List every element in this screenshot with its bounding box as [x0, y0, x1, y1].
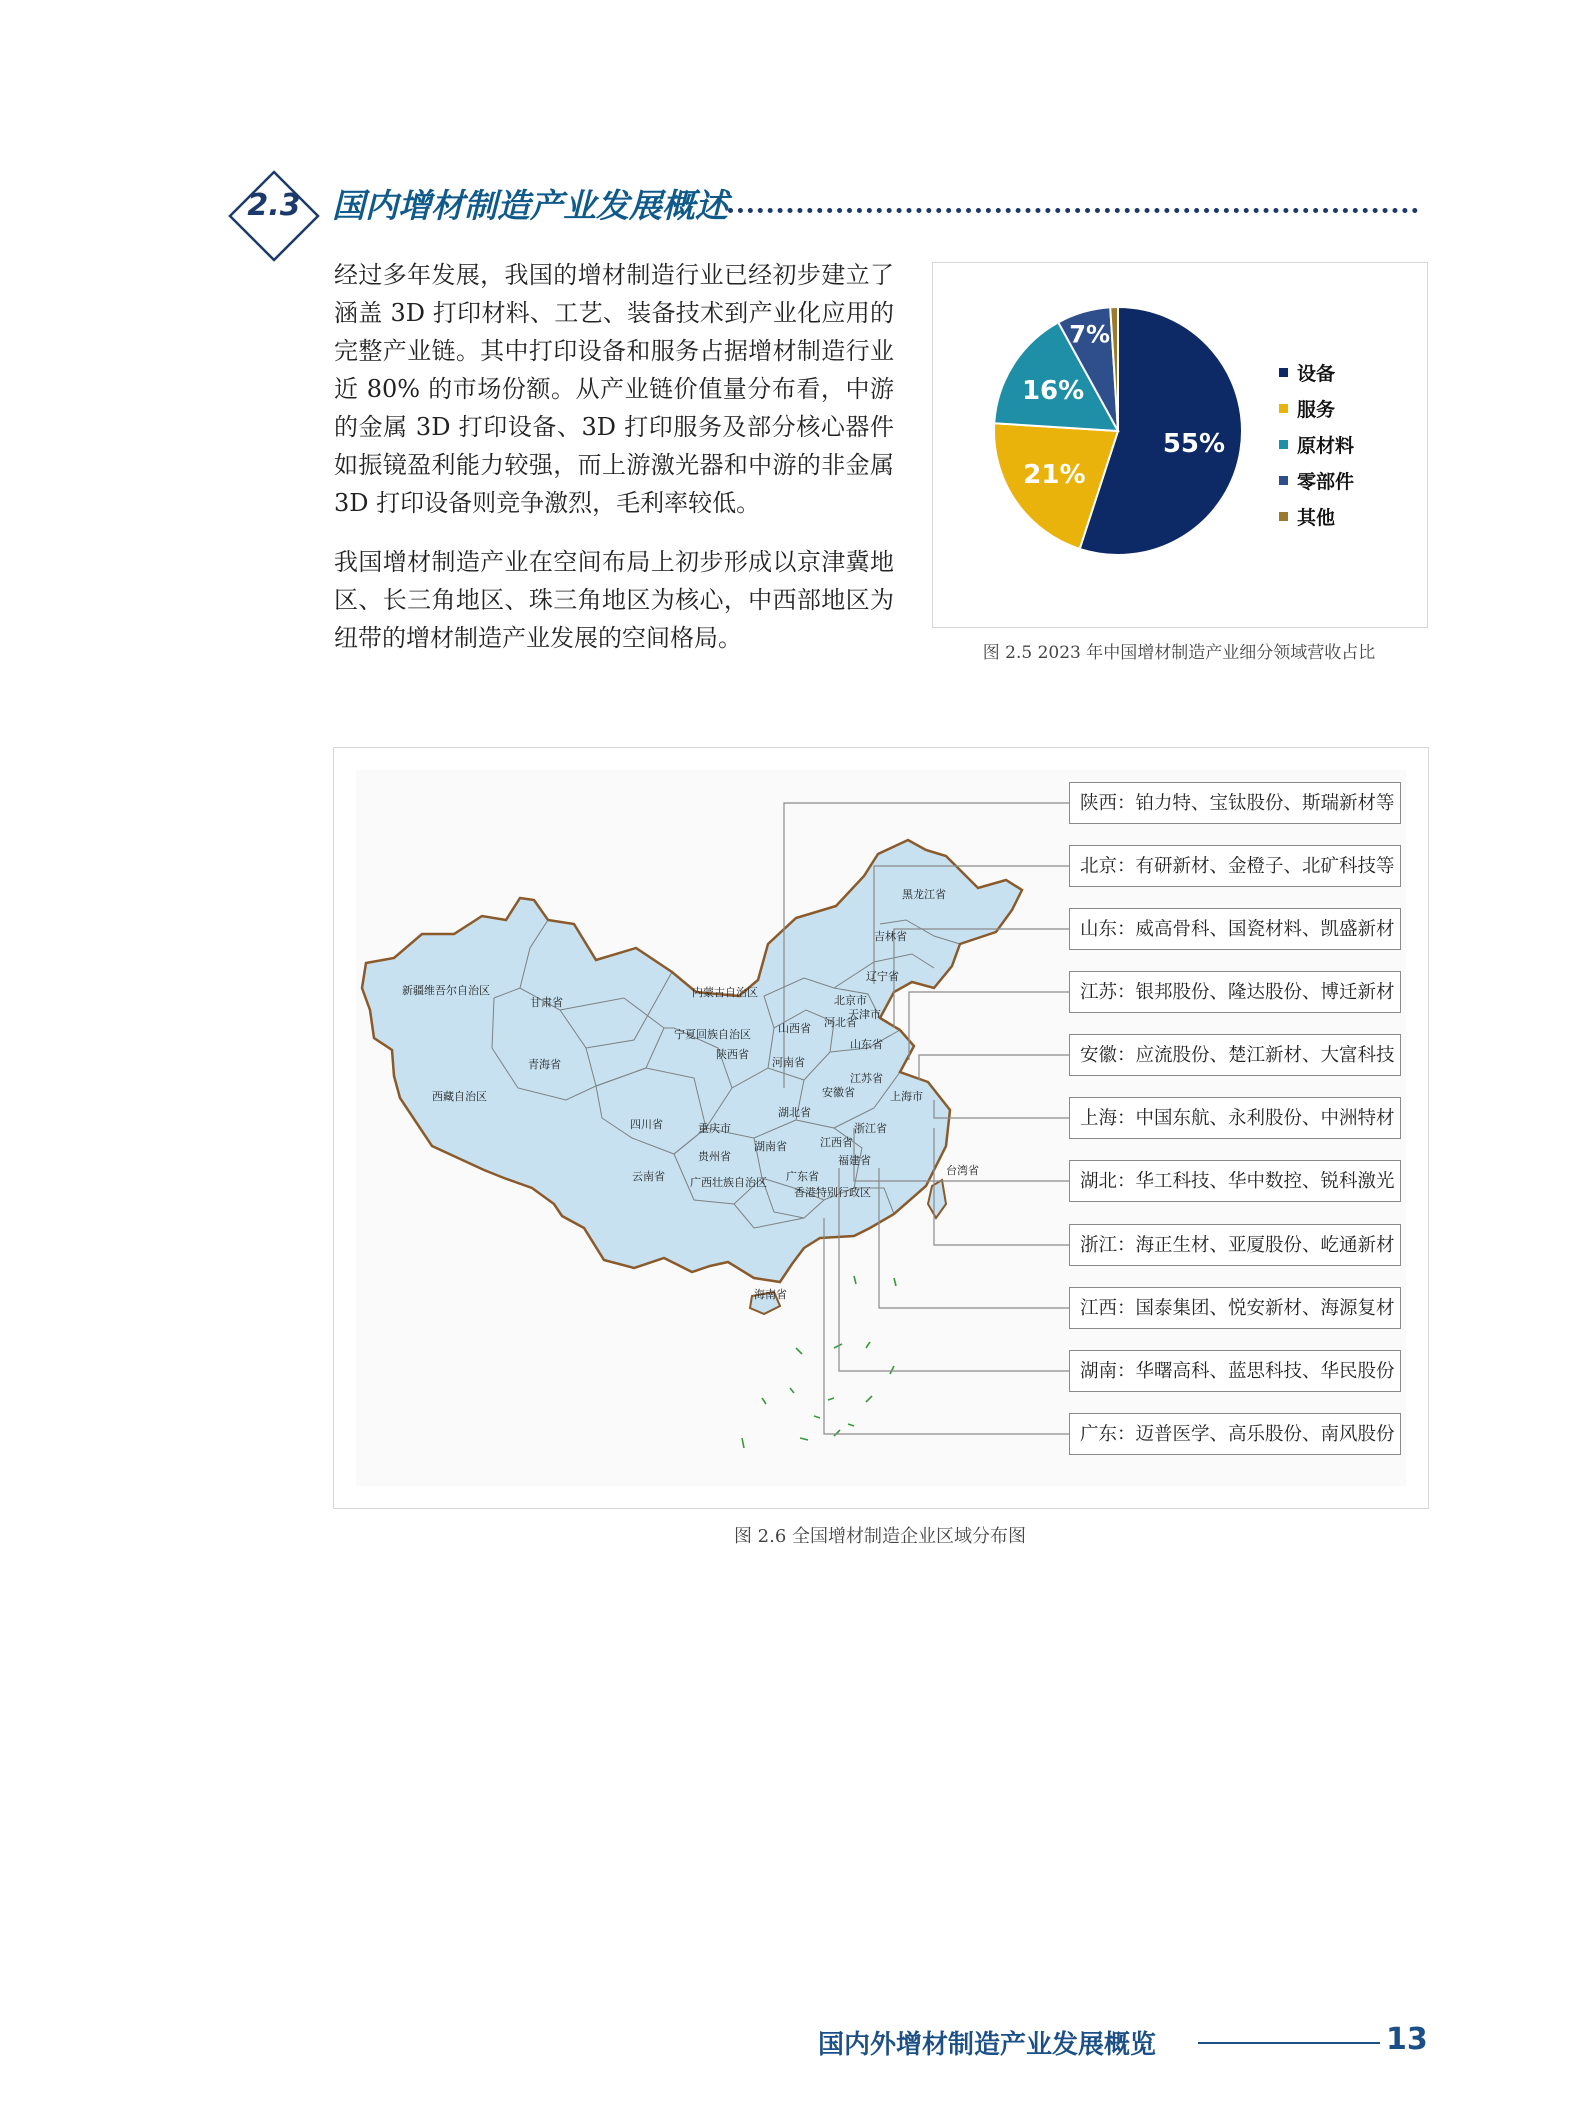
pie-value-label-1: 55%	[1162, 429, 1226, 460]
province-label: 香港特别行政区	[794, 1186, 871, 1199]
legend-swatch	[1279, 404, 1288, 413]
province-label: 海南省	[754, 1288, 787, 1301]
legend-label: 服务	[1297, 399, 1336, 421]
legend-label: 其他	[1297, 507, 1336, 529]
province-label: 山西省	[778, 1022, 811, 1035]
province-label: 浙江省	[854, 1122, 887, 1135]
region-box-2: 北京：有研新材、金橙子、北矿科技等	[1069, 845, 1401, 887]
pie-value-label-3: 16%	[1021, 375, 1085, 406]
pie-figure-caption: 图 2.5 2023 年中国增材制造产业细分领域营收占比	[982, 643, 1376, 663]
province-label: 江苏省	[850, 1072, 883, 1085]
body-paragraph-1: 经过多年发展，我国的增材制造行业已经初步建立了涵盖 3D 打印材料、工艺、装备技术到产业化应用的完整产业链。其中打印设备和服务占据增材制造行业近 80% 的市场份额。从产业链价值量分布看，中游的金属 3D 打印设备、3D 打印服务及部分核心器件如振镜盈利能力较强，而上游激光器和中游的非金属 3D 打印设备则竞争激烈，毛利率较低。	[334, 261, 894, 517]
legend-item-1	[1279, 359, 1335, 386]
body-paragraph-2: 我国增材制造产业在空间布局上初步形成以京津冀地区、长三角地区、珠三角地区为核心，中西部地区为纽带的增材制造产业发展的空间格局。	[334, 548, 894, 652]
province-label: 青海省	[528, 1058, 561, 1071]
region-box-7: 湖北：华工科技、华中数控、锐科激光	[1069, 1160, 1401, 1202]
legend-item-3	[1279, 431, 1354, 458]
legend-item-2	[1279, 395, 1335, 422]
legend-swatch	[1279, 440, 1288, 449]
province-label: 山东省	[850, 1038, 883, 1051]
province-label: 河北省	[824, 1016, 857, 1029]
province-label: 北京市	[834, 994, 867, 1007]
footer-rule	[1198, 2042, 1380, 2044]
province-label: 黑龙江省	[902, 888, 946, 901]
province-label: 湖北省	[778, 1106, 811, 1119]
province-label: 台湾省	[946, 1164, 979, 1177]
province-label: 陕西省	[716, 1048, 749, 1061]
region-box-8: 浙江：海正生材、亚厦股份、屹通新材	[1069, 1224, 1401, 1266]
section-number: 2.3	[247, 188, 301, 223]
region-box-5: 安徽：应流股份、楚江新材、大富科技	[1069, 1034, 1401, 1076]
region-box-1: 陕西：铂力特、宝钛股份、斯瑞新材等	[1069, 782, 1401, 824]
pie-value-label-5: 1%	[1141, 331, 1187, 361]
pie-value-label-4: 7%	[1069, 320, 1111, 349]
province-label: 云南省	[632, 1170, 665, 1183]
province-label: 安徽省	[822, 1086, 855, 1099]
province-label: 湖南省	[754, 1140, 787, 1153]
province-label: 宁夏回族自治区	[674, 1028, 751, 1041]
province-label: 广东省	[786, 1170, 819, 1183]
legend-swatch	[1279, 512, 1288, 521]
map-figure	[333, 747, 1429, 1509]
section-title: 国内增材制造产业发展概述	[332, 186, 728, 225]
province-label: 贵州省	[698, 1150, 731, 1163]
pie-chart-figure	[932, 262, 1428, 628]
province-label: 上海市	[890, 1090, 923, 1103]
pie-value-label-2: 21%	[1023, 460, 1086, 491]
region-box-10: 湖南：华曙高科、蓝思科技、华民股份	[1069, 1350, 1401, 1392]
province-label: 广西壮族自治区	[690, 1176, 767, 1189]
map-figure-caption: 图 2.6 全国增材制造企业区域分布图	[733, 1526, 1027, 1547]
province-label: 福建省	[838, 1154, 871, 1167]
legend-swatch	[1279, 368, 1288, 377]
province-label: 重庆市	[698, 1122, 731, 1135]
footer-title: 国内外增材制造产业发展概览	[818, 2030, 1157, 2060]
province-label: 内蒙古自治区	[692, 986, 758, 999]
legend-item-5	[1279, 503, 1335, 530]
region-box-3: 山东：威高骨科、国瓷材料、凯盛新材	[1069, 908, 1401, 950]
region-box-9: 江西：国泰集团、悦安新材、海源复材	[1069, 1287, 1401, 1329]
province-label: 江西省	[820, 1136, 853, 1149]
province-label: 吉林省	[874, 930, 907, 943]
page-number: 13	[1386, 2022, 1428, 2057]
province-label: 新疆维吾尔自治区	[402, 984, 490, 997]
province-label: 河南省	[772, 1056, 805, 1069]
legend-swatch	[1279, 476, 1288, 485]
region-box-6: 上海：中国东航、永利股份、中洲特材	[1069, 1097, 1401, 1139]
province-label: 甘肃省	[530, 996, 563, 1009]
province-label: 四川省	[630, 1118, 663, 1131]
province-label: 天津市	[848, 1008, 881, 1021]
legend-label: 原材料	[1297, 435, 1355, 457]
region-box-11: 广东：迈普医学、高乐股份、南风股份	[1069, 1413, 1401, 1455]
province-label: 辽宁省	[866, 970, 899, 983]
province-label: 西藏自治区	[432, 1090, 487, 1103]
section-title-dotted-rule	[728, 208, 1418, 213]
region-box-4: 江苏：银邦股份、隆达股份、博迁新材	[1069, 971, 1401, 1013]
legend-label: 设备	[1297, 363, 1336, 385]
legend-label: 零部件	[1297, 471, 1355, 493]
legend-item-4	[1279, 467, 1354, 494]
